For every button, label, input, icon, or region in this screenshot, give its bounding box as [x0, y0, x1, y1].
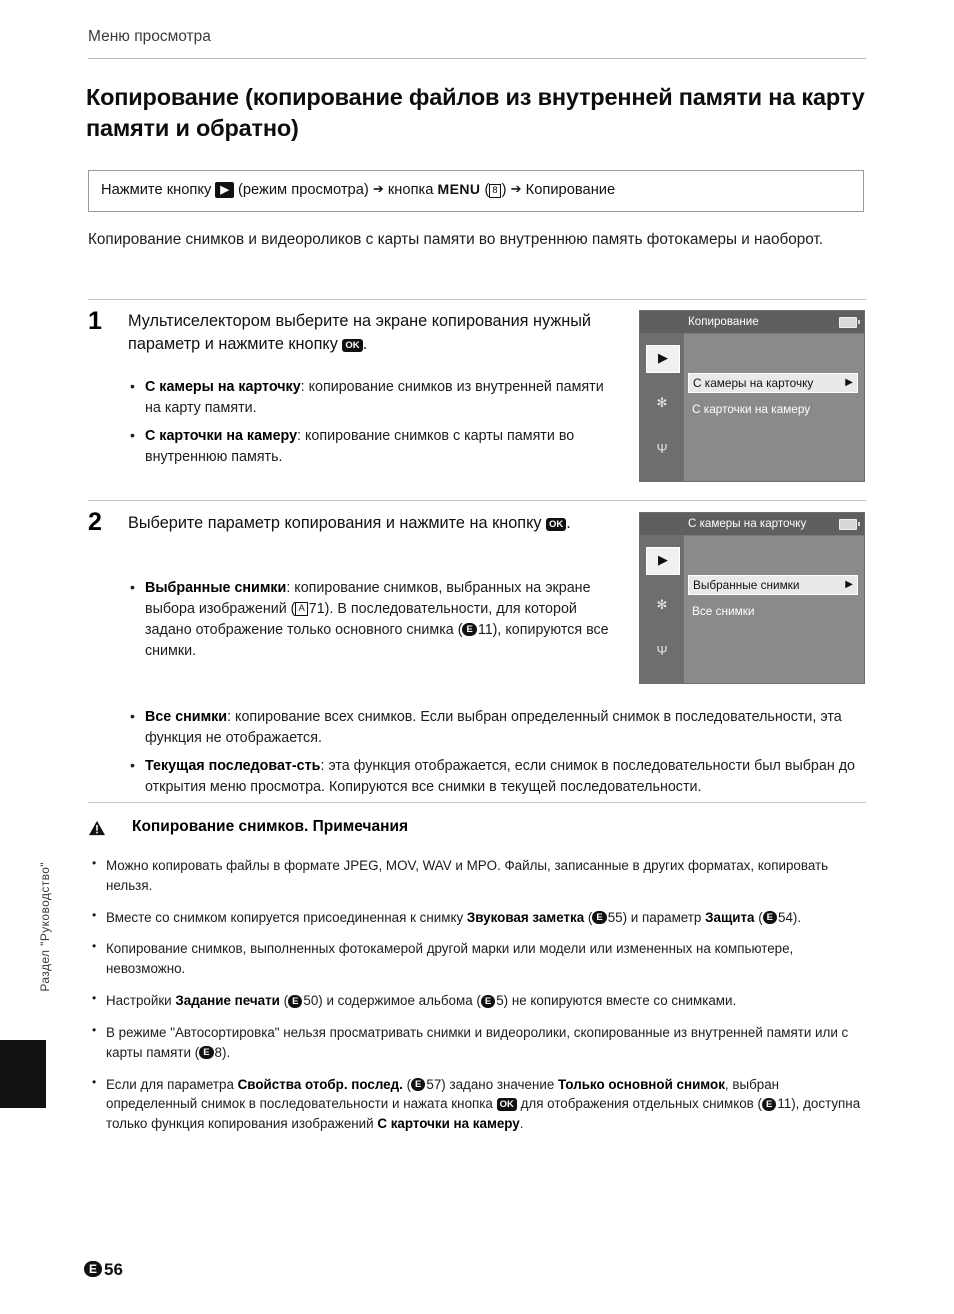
bullet-desc: : копирование всех снимков. Если выбран определенный снимок в последовательности, эта функция не отображается.	[145, 709, 842, 746]
screen-mode-rail	[640, 333, 685, 481]
bullet-desc: : копирование снимков с карты памяти во внутреннюю память.	[145, 427, 575, 465]
bullet-item	[128, 426, 620, 468]
e-ref-icon: E	[288, 995, 302, 1008]
battery-icon	[839, 519, 857, 530]
book-ref-icon: A	[295, 602, 307, 616]
camera-screen-copy-option	[639, 512, 865, 684]
e-ref-icon: E	[462, 623, 476, 636]
menu-item	[688, 399, 858, 419]
path-target: Копирование	[525, 182, 616, 198]
playback-mode-icon: ▶	[658, 350, 668, 365]
path-mode-label: (режим просмотра)	[237, 182, 369, 198]
playback-icon: ▶	[215, 182, 233, 198]
note-item: • Можно копировать файлы в формате JPEG, MOV, WAV и MPO. Файлы, записанные в других форматах, копировать нельзя.	[90, 856, 868, 896]
bullet-item	[128, 756, 868, 798]
step-1-bullets	[128, 377, 620, 474]
note-item: • Если для параметра Свойства отобр. послед. ( E 57) задано значение Только основной снимок, выбран определенный снимок в последовательности и нажата кнопка OK для отображения отдельных снимков ( E 11), доступна только функция копирования изображений С карточки на камеру.	[90, 1075, 868, 1134]
bullet-term: Текущая последоват-сть	[145, 757, 321, 774]
setup-mode-icon: Ψ	[656, 441, 668, 456]
side-tab-label: Раздел "Руководство"	[38, 862, 52, 992]
note-item: • В режиме "Автосортировка" нельзя просматривать снимки и видеоролики, скопированные из внутренней памяти или с карты памяти ( E 8).	[90, 1023, 868, 1063]
e-ref-icon: E	[411, 1078, 425, 1091]
menu-item	[688, 601, 858, 621]
effects-mode-icon: ✻	[656, 597, 668, 612]
screen-title: С камеры на карточку	[688, 517, 807, 530]
effects-mode-icon: ✻	[656, 395, 668, 410]
bullet-desc: : копирование снимков, выбранных на экране выбора изображений ( A 71). В последовательности, для которой задано отображение только основного снимка ( E 11), копируются все снимки.	[145, 580, 609, 659]
bullet-term: С карточки на камеру	[145, 427, 298, 444]
step-2-bullets-wide	[128, 707, 868, 804]
path-menu-word: кнопка	[387, 182, 434, 198]
e-section-icon: E	[84, 1261, 102, 1277]
page-footer	[84, 1260, 123, 1280]
menu-item-label: Все снимки	[692, 604, 755, 618]
note-list	[90, 856, 868, 1146]
menu-item-label: Выбранные снимки	[693, 578, 800, 592]
note-heading: Копирование снимков. Примечания	[132, 818, 409, 835]
rail-selection-box	[646, 547, 680, 575]
bullet-desc: : копирование снимков из внутренней памяти на карту памяти.	[145, 379, 604, 416]
setup-mode-icon: Ψ	[656, 643, 668, 658]
navigation-path	[101, 181, 615, 198]
menu-item-label: С карточки на камеру	[692, 402, 811, 416]
path-prefix: Нажмите кнопку	[101, 182, 212, 198]
step-text-1-part1: Мультиселектором выберите на экране копирования нужный параметр и нажмите кнопку	[128, 312, 592, 354]
ok-button-icon-3: OK	[497, 1098, 517, 1111]
bullet-item	[128, 578, 620, 661]
step-text-1: Мультиселектором выберите на экране копирования нужный параметр и нажмите кнопку OK .	[128, 312, 592, 354]
step-text-2-part1: Выберите параметр копирования и нажмите на кнопку	[128, 514, 547, 532]
arrow-right-icon: ➔	[372, 181, 384, 196]
battery-icon	[839, 317, 857, 328]
step-number-1: 1	[88, 307, 102, 335]
page-number: 56	[104, 1260, 123, 1279]
arrow-right-icon-2: ➔	[510, 181, 522, 196]
screen-mode-rail	[640, 535, 685, 683]
menu-item-selected	[688, 575, 858, 595]
note-item: • Настройки Задание печати ( E 50) и содержимое альбома ( E 5) не копируются вместе со снимками.	[90, 991, 868, 1011]
header-divider	[88, 58, 866, 59]
navigation-path-box	[88, 170, 864, 212]
camera-screen-copy-menu	[639, 310, 865, 482]
book-ref-icon: 8	[489, 184, 500, 198]
e-ref-icon: E	[481, 995, 495, 1008]
step-text-2: Выберите параметр копирования и нажмите на кнопку OK .	[128, 514, 571, 532]
bullet-term: Все снимки	[145, 709, 228, 725]
chevron-right-icon: ▶	[845, 377, 853, 388]
playback-mode-icon: ▶	[658, 552, 668, 567]
screen-titlebar	[640, 311, 864, 334]
bullet-term: Выбранные снимки	[145, 580, 287, 596]
bullet-term: С камеры на карточку	[145, 379, 301, 395]
note-item: • Вместе со снимком копируется присоединенная к снимку Звуковая заметка ( E 55) и параметр Защита ( E 54).	[90, 908, 868, 928]
e-ref-icon: E	[592, 911, 606, 924]
ok-button-icon-1: OK	[342, 339, 362, 352]
intro-paragraph: Копирование снимков и видеороликов с карты памяти во внутреннюю память фотокамеры и наоборот.	[88, 231, 823, 248]
rail-selection-box	[646, 345, 680, 373]
e-ref-icon: E	[763, 911, 777, 924]
bullet-item	[128, 707, 868, 749]
screen-title: Копирование	[688, 315, 759, 328]
bullet-item	[128, 377, 620, 419]
side-tab-marker	[0, 1040, 46, 1108]
e-ref-icon: E	[199, 1046, 213, 1059]
caution-icon	[88, 820, 106, 836]
step-divider-1	[88, 299, 866, 300]
menu-item-label: С камеры на карточку	[693, 376, 814, 390]
path-ref-close: )	[501, 182, 507, 198]
step-number-2: 2	[88, 508, 102, 536]
e-ref-icon: E	[762, 1098, 776, 1111]
note-item: • Копирование снимков, выполненных фотокамерой другой марки или модели или измененных на компьютере, невозможно.	[90, 939, 868, 979]
menu-item-selected	[688, 373, 858, 393]
step-divider-2	[88, 500, 866, 501]
ok-button-icon-2: OK	[546, 518, 566, 531]
bullet-desc: : эта функция отображается, если снимок в последовательности был выбран до открытия меню просмотра. Копируются все снимки в текущей последовательности.	[145, 757, 855, 795]
screen-titlebar	[640, 513, 864, 536]
chevron-right-icon: ▶	[845, 579, 853, 590]
menu-button-icon: MENU	[437, 181, 481, 197]
step-2-bullets-left	[128, 578, 620, 668]
page-title: Копирование (копирование файлов из внутренней памяти на карту памяти и обратно)	[86, 84, 865, 142]
section-header: Меню просмотра	[88, 28, 211, 45]
path-ref-open: (	[484, 182, 490, 198]
